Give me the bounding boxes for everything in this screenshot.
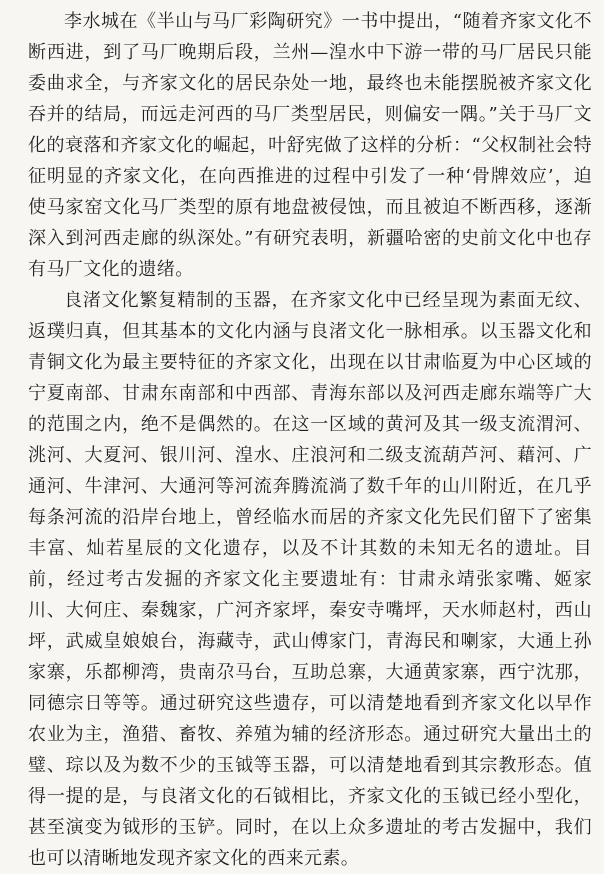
paragraph-1: 李水城在《半山与马厂彩陶研究》一书中提出，“随着齐家文化不断西进，到了马厂晚期后段，兰州—湟水中下游一带的马厂居民只能委曲求全，与齐家文化的居民杂处一地，最终也未能摆脱被齐家文化吞并的结局，而远走河西的马厂类型居民，则偏安一隅。”关于马厂文化的衰落和齐家文化的崛起，叶舒宪做了这样的分析：“父权制社会特征明显的齐家文化，在向西推进的过程中引发了一种‘骨牌效应’，迫使马家窑文化马厂类型的原有地盘被侵蚀，而且被迫不断西移，逐渐深入到河西走廊的纵深处。”有研究表明，新疆哈密的史前文化中也存有马厂文化的遗绪。 — [28, 11, 592, 280]
paragraph-2: 良渚文化繁复精制的玉器，在齐家文化中已经呈现为素面无纹、返璞归真，但其基本的文化内涵与良渚文化一脉相承。以玉器文化和青铜文化为最主要特征的齐家文化，出现在以甘肃临夏为中心区域的宁夏南部、甘肃东南部和中西部、青海东部以及河西走廊东端等广大的范围之内，绝不是偶然的。在这一区域的黄河及其一级支流渭河、洮河、大夏河、银川河、湟水、庄浪河和二级支流葫芦河、藉河、广通河、牛津河、大通河等河流奔腾流淌了数千年的山川附近，在几乎每条河流的沿岸台地上，曾经临水而居的齐家文化先民们留下了密集丰富、灿若星辰的文化遗存，以及不计其数的未知无名的遗址。目前，经过考古发掘的齐家文化主要遗址有：甘肃永靖张家嘴、姬家川、大何庄、秦魏家，广河齐家坪，秦安寺嘴坪，天水师赵村，西山坪，武威皇娘娘台，海藏寺，武山傅家门，青海民和喇家，大通上孙家寨，乐都柳湾，贵南尕马台，互助总寨，大通黄家寨，西宁沈那，同德宗日等等。通过研究这些遗存，可以清楚地看到齐家文化以早作农业为主，渔猎、畜牧、养殖为辅的经济形态。通过研究大量出土的璧、琮以及为数不少的玉钺等玉器，可以清楚地看到其宗教形态。值得一提的是，与良渚文化的石钺相比，齐家文化的玉钺已经小型化，甚至演变为钺形的玉铲。同时，在以上众多遗址的考古发掘中，我们也可以清晰地发现齐家文化的西来元素。 — [28, 290, 592, 869]
